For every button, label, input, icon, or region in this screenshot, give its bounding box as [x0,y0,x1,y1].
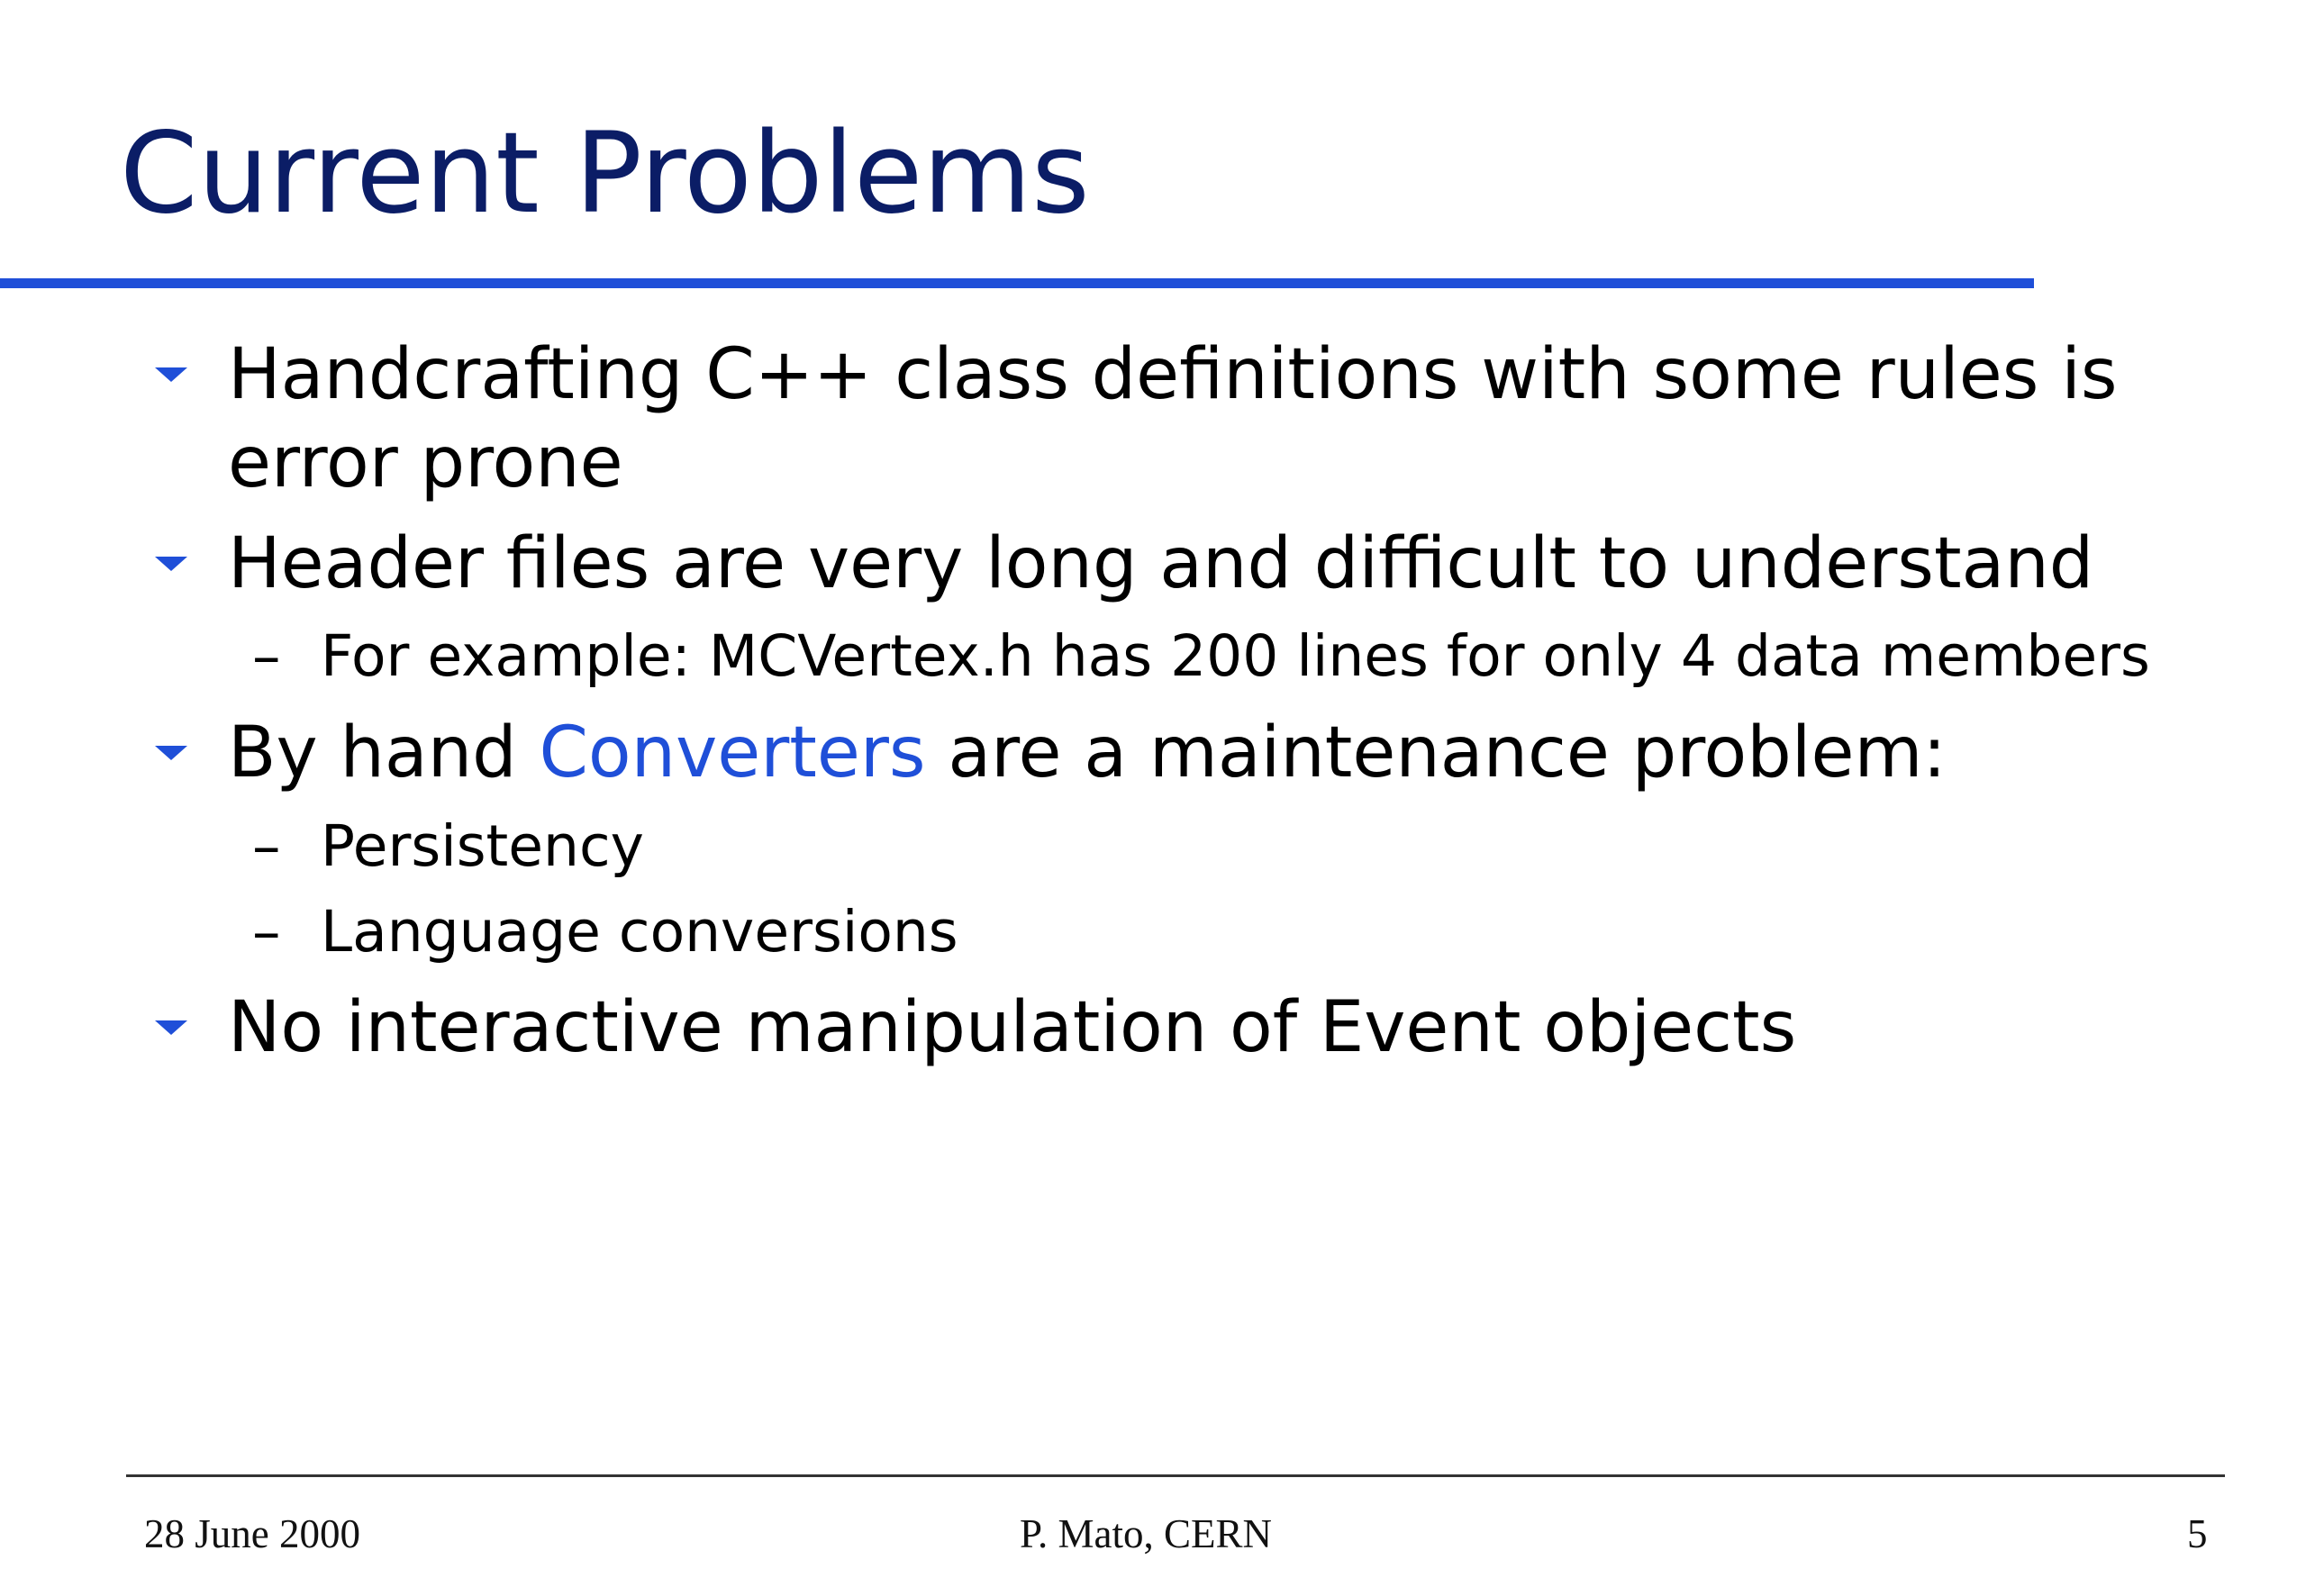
bullet-1-line-1: Handcrafting C++ class definitions with some rules is [228,334,2118,415]
footer-divider [126,1474,2225,1477]
bullet-3-post: are a maintenance problem: [925,712,1947,793]
page-number: 5 [2187,1511,2208,1556]
sub-bullet-3-1: Persistency [321,813,644,879]
bullet-1-line-2: error prone [228,422,623,503]
bullet-triangle-icon [155,1020,187,1035]
sub-bullet-dash: – [252,899,281,965]
bullet-3 [228,708,1947,798]
bullet-3-highlight: Converters [539,712,926,793]
sub-bullet-2-1: For example: MCVertex.h has 200 lines for only 4 data members [321,623,2150,689]
bullet-triangle-icon [155,746,187,760]
sub-bullet-dash: – [252,813,281,879]
footer-date: 28 June 2000 [144,1511,360,1556]
bullet-3-pre: By hand [228,712,540,793]
bullet-4: No interactive manipulation of Event objects [228,987,1797,1068]
title-divider [0,278,2034,288]
sub-bullet-3-2: Language conversions [321,899,958,965]
bullet-triangle-icon [155,367,187,382]
bullet-triangle-icon [155,557,187,571]
sub-bullet-dash: – [252,623,281,689]
slide-title: Current Problems [120,109,1090,239]
bullet-2: Header files are very long and difficult to understand [228,523,2094,604]
footer-author: P. Mato, CERN [1020,1511,1273,1556]
